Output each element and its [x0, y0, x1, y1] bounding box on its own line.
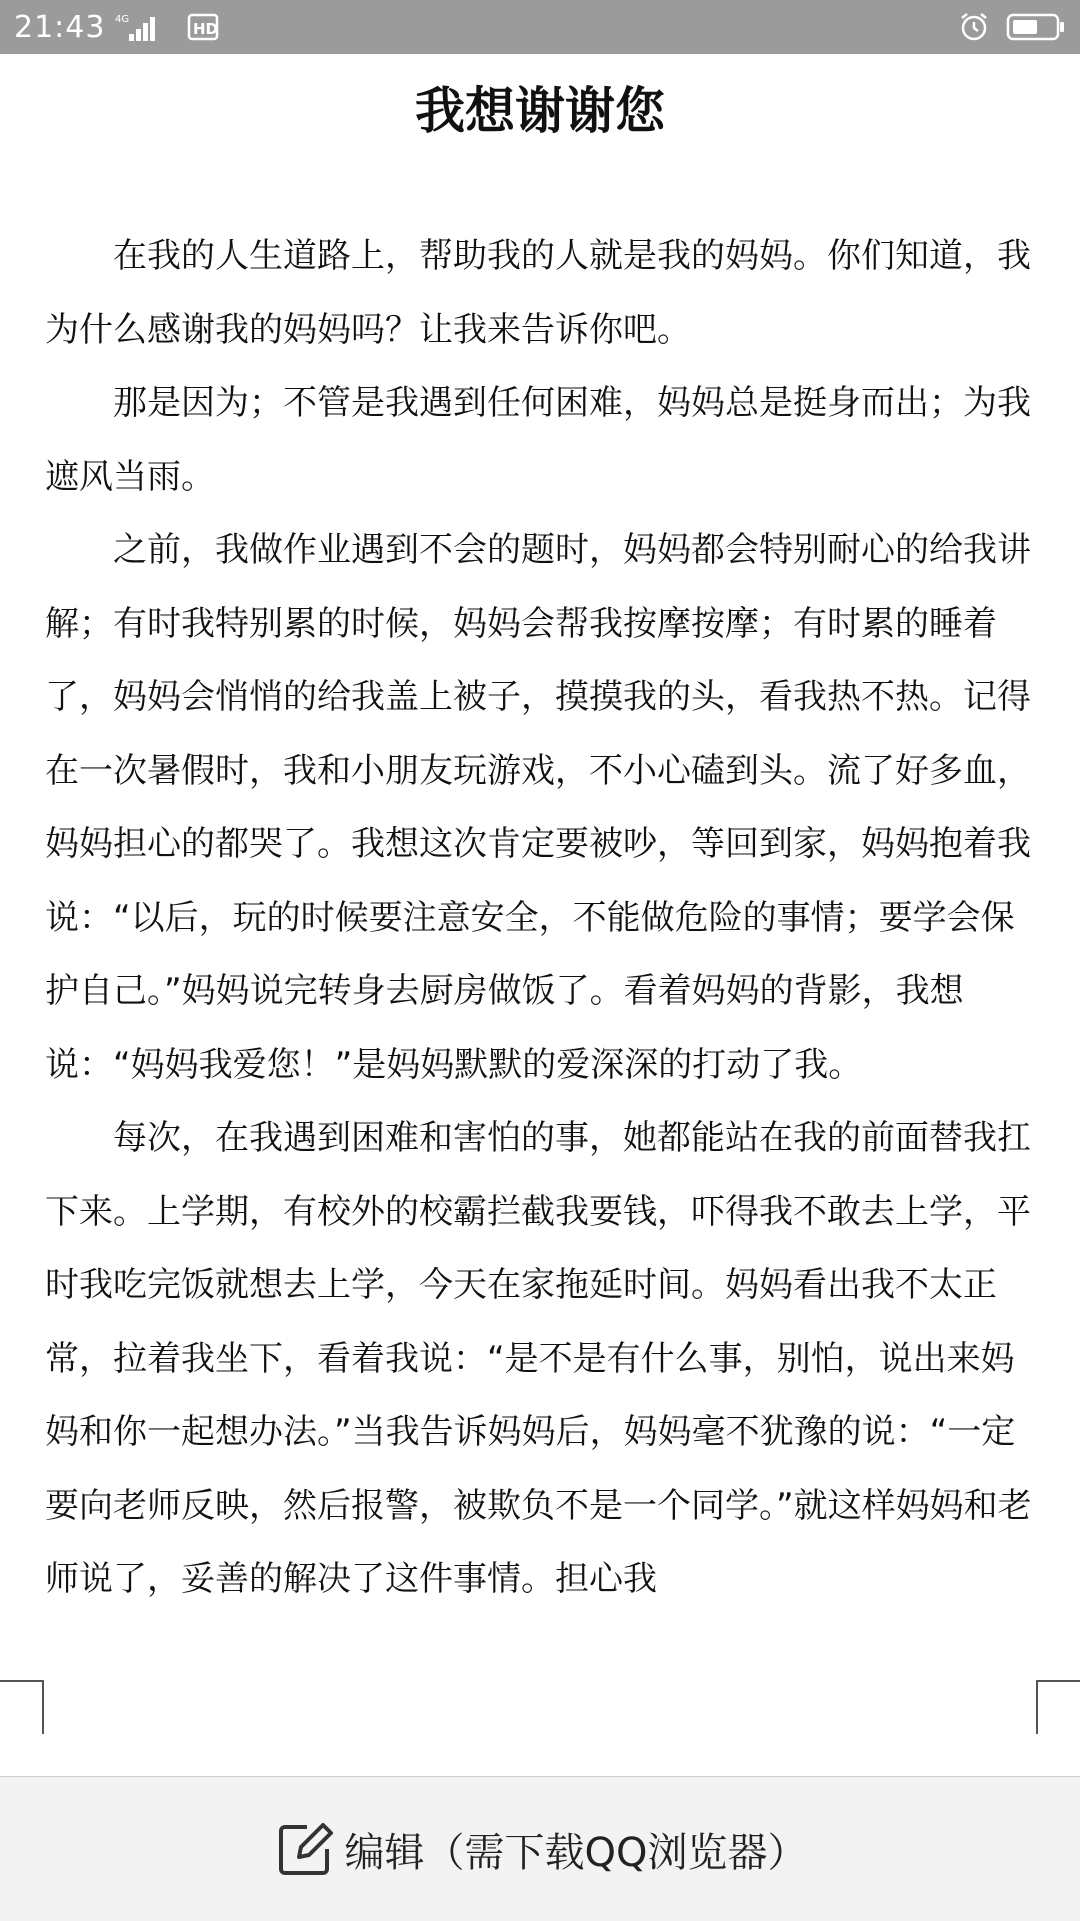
- paragraph-1: 在我的人生道路上，帮助我的人就是我的妈妈。你们知道，我为什么感谢我的妈妈吗？让我来告诉你吧。: [45, 236, 1031, 350]
- document-title: 我想谢谢您: [415, 82, 665, 140]
- status-left: [14, 10, 219, 45]
- battery-icon: [1006, 12, 1066, 42]
- svg-text:HD: HD: [193, 20, 219, 38]
- page-corner-mark-right: [1036, 1680, 1080, 1734]
- page-corner-mark-left: [0, 1680, 44, 1734]
- document-body: [45, 220, 1040, 1617]
- paragraph-2: 那是因为；不管是我遇到任何困难，妈妈总是挺身而出；为我遮风当雨。: [45, 383, 1031, 497]
- hd-icon: [187, 12, 219, 42]
- edit-button-label: 编辑（需下载QQ浏览器）: [344, 1829, 808, 1876]
- svg-text:4G: 4G: [115, 14, 130, 25]
- paragraph-4: 每次，在我遇到困难和害怕的事，她都能站在我的前面替我扛下来。上学期，有校外的校霸拦截我要钱，吓得我不敢去上学，平时我吃完饭就想去上学，今天在家拖延时间。妈妈看出我不太正常，拉着我坐下，看着我说：“是不是有什么事，别怕，说出来妈妈和你一起想办法。”当我告诉妈妈后，妈妈毫不犹豫的说：“一定要向老师反映，然后报警，被欺负不是一个同学。”就这样妈妈和老师说了，妥善的解决了这件事情。担心我: [45, 1118, 1032, 1599]
- signal-icon: [115, 12, 177, 42]
- status-right: [958, 11, 1066, 43]
- alarm-clock-icon: [958, 11, 990, 43]
- document-view[interactable]: [0, 54, 1080, 1776]
- status-bar: [0, 0, 1080, 54]
- status-time: 21:43: [14, 9, 106, 45]
- edit-button[interactable]: [0, 1776, 1080, 1921]
- paragraph-3: 之前，我做作业遇到不会的题时，妈妈都会特别耐心的给我讲解；有时我特别累的时候，妈妈会帮我按摩按摩；有时累的睡着了，妈妈会悄悄的给我盖上被子，摸摸我的头，看我热不热。记得在一次暑假时，我和小朋友玩游戏，不小心磕到头。流了好多血，妈妈担心的都哭了。我想这次肯定要被吵，等回到家，妈妈抱着我说：“以后，玩的时候要注意安全，不能做危险的事情；要学会保护自己。”妈妈说完转身去厨房做饭了。看着妈妈的背影，我想说：“妈妈我爱您！”是妈妈默默的爱深深的打动了我。: [45, 530, 1031, 1085]
- edit-icon: [273, 1817, 337, 1881]
